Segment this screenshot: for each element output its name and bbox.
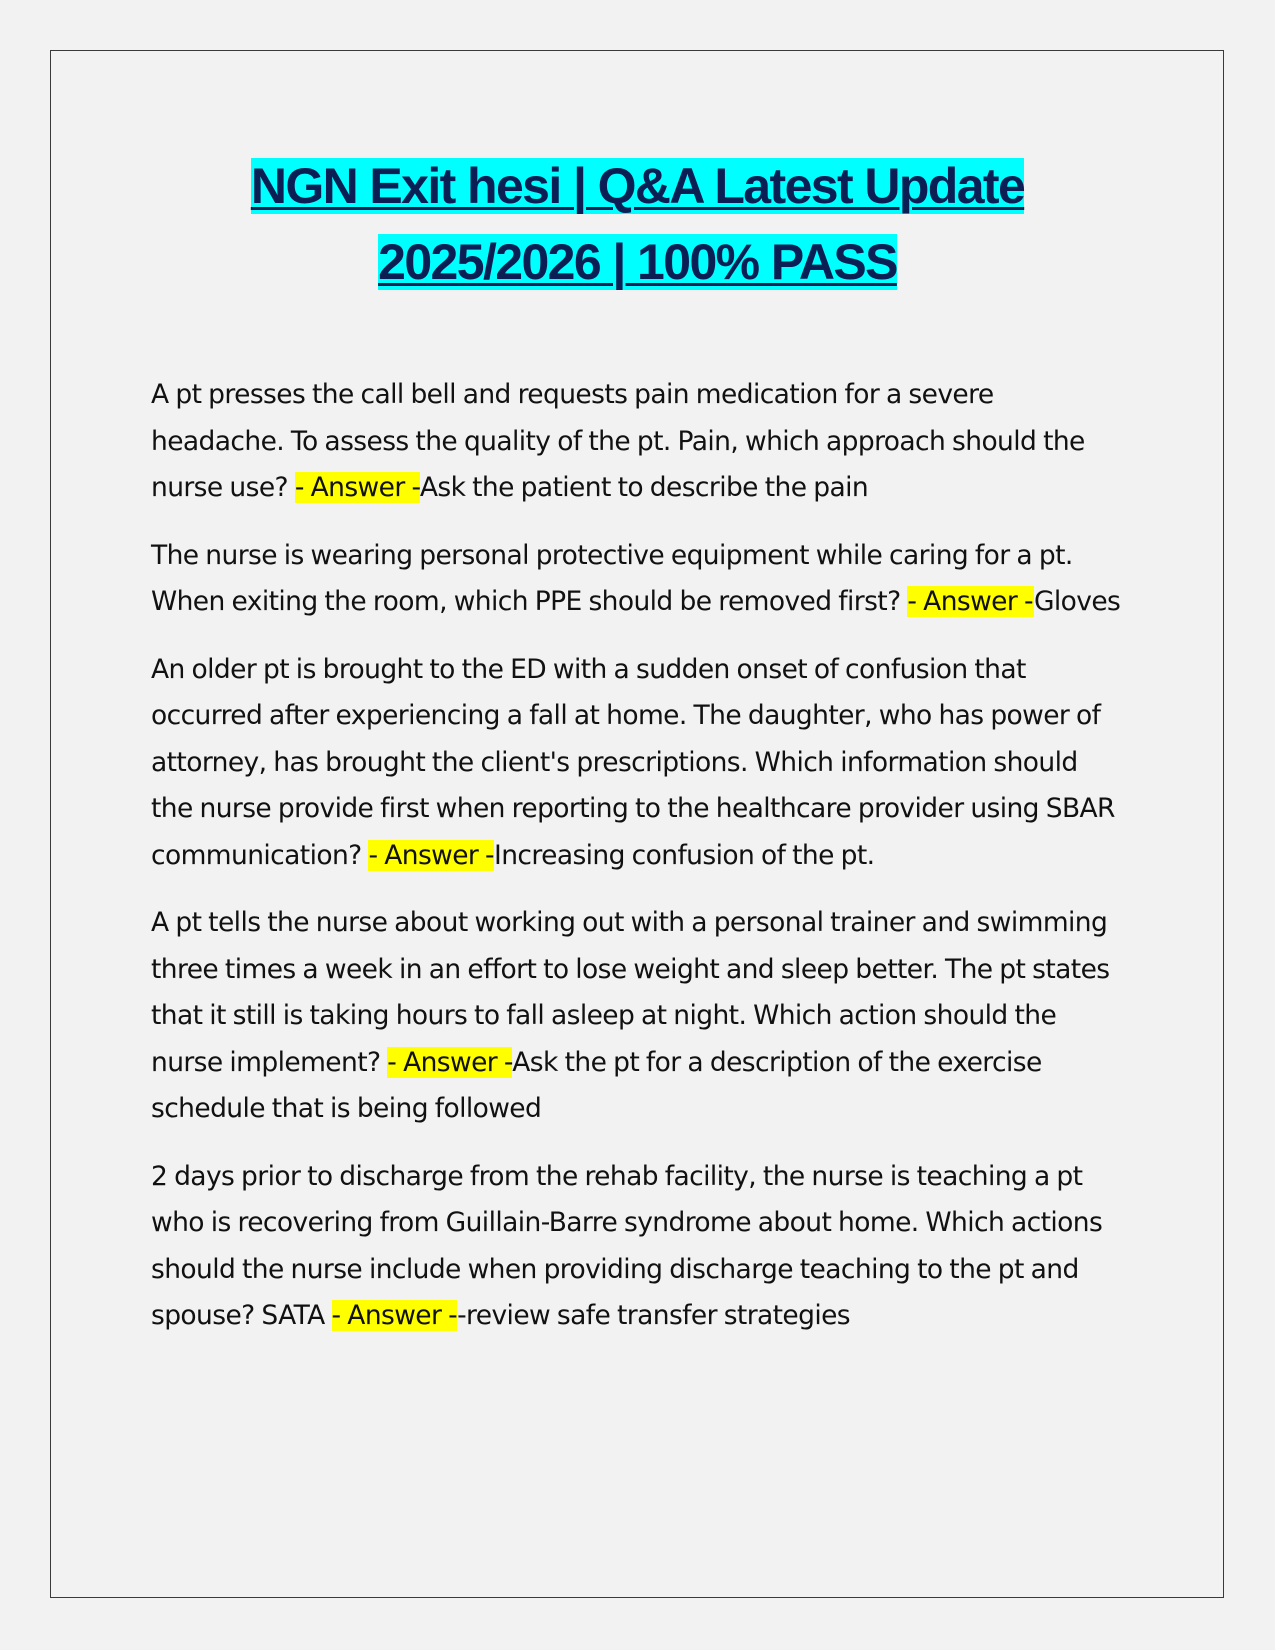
- qa-item: [151, 900, 1126, 1133]
- answer-text: Ask the patient to describe the pain: [419, 472, 869, 503]
- title-line-1: NGN Exit hesi | Q&A Latest Update: [250, 158, 1025, 214]
- answer-marker: - Answer -: [294, 472, 420, 503]
- answer-text: Ask the pt for a description of the exercise schedule that is being followed: [151, 1046, 1042, 1124]
- document-title: [100, 148, 1175, 300]
- qa-item: [151, 372, 1126, 512]
- title-line-2: 2025/2026 | 100% PASS: [378, 234, 897, 290]
- question-text: 2 days prior to discharge from the rehab facility, the nurse is teaching a pt who is recovering from Guillain-Barre syndrome about home. Which actions should the nurse include when providing discharge teaching to the pt and spouse? SATA: [151, 1160, 1103, 1331]
- question-text: An older pt is brought to the ED with a sudden onset of confusion that occurred after experiencing a fall at home. The daughter, who has power of attorney, has brought the client's prescriptions. Which information should the nurse provide first when reporting to the healthcare provider using SBAR communication?: [151, 653, 1115, 871]
- question-text: The nurse is wearing personal protective equipment while caring for a pt. When exiting the room, which PPE should be removed first?: [151, 539, 1073, 617]
- answer-text: -review safe transfer strategies: [457, 1300, 851, 1331]
- answer-marker: - Answer -: [387, 1046, 513, 1078]
- answer-text: Increasing confusion of the pt.: [494, 839, 875, 871]
- answer-marker: - Answer -: [907, 586, 1034, 617]
- question-text: A pt tells the nurse about working out with a personal trainer and swimming three times a week in an effort to lose weight and sleep better. The pt states that it still is taking hours to fall asleep at night. Which action should the nurse implement?: [151, 907, 1110, 1078]
- qa-item: [151, 647, 1126, 880]
- question-text: A pt presses the call bell and requests pain medication for a severe headache. To assess the quality of the pt. Pain, which approach should the nurse use?: [151, 379, 1085, 503]
- qa-item: [151, 533, 1126, 626]
- answer-text: Gloves: [1033, 586, 1121, 617]
- answer-marker: - Answer -: [331, 1300, 458, 1331]
- answer-marker: - Answer -: [368, 839, 495, 871]
- qa-list: [151, 372, 1126, 1361]
- qa-item: [151, 1154, 1126, 1340]
